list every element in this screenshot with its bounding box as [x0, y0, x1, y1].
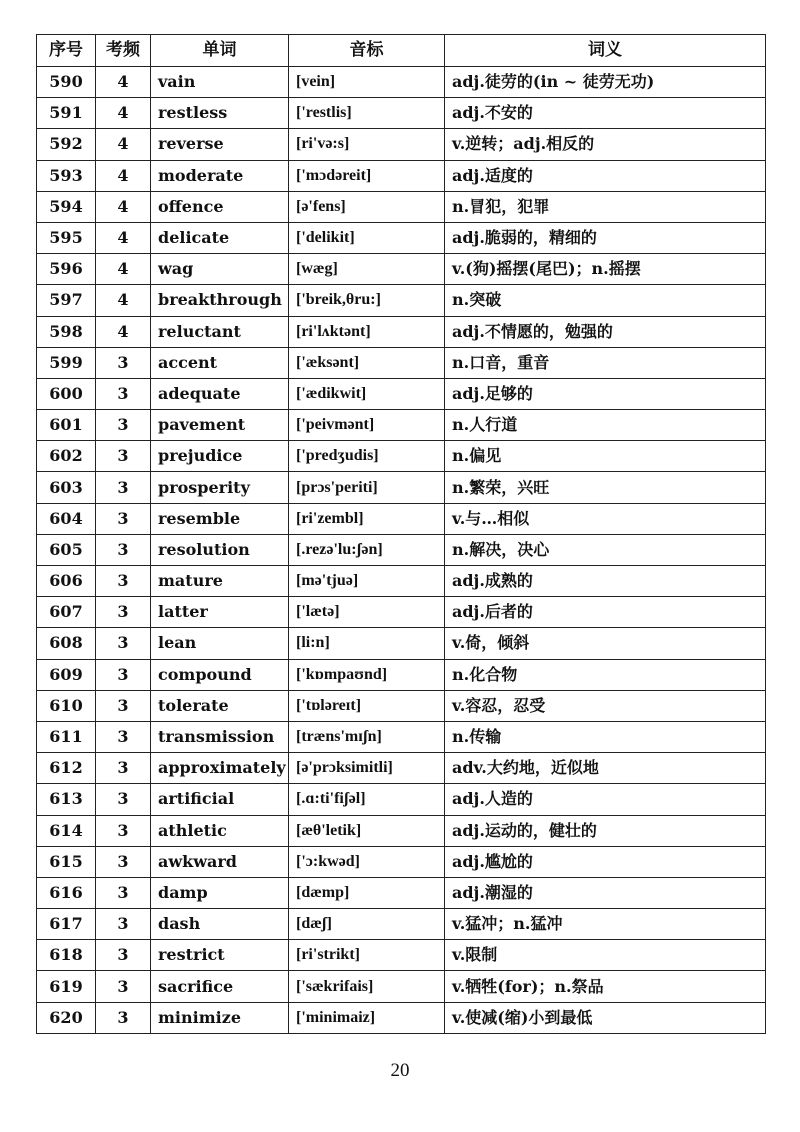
row-frequency: 3 — [96, 971, 151, 1002]
row-frequency: 3 — [96, 721, 151, 752]
row-number: 605 — [37, 534, 96, 565]
row-number: 602 — [37, 441, 96, 472]
table-row — [37, 753, 766, 784]
table-row — [37, 410, 766, 441]
row-frequency: 3 — [96, 909, 151, 940]
row-frequency: 4 — [96, 285, 151, 316]
row-phonetic: [træns'mɪʃn] — [289, 721, 445, 752]
table-row — [37, 98, 766, 129]
row-phonetic: ['predʒudis] — [289, 441, 445, 472]
row-word: lean — [151, 628, 289, 659]
row-word: restless — [151, 98, 289, 129]
table-row — [37, 628, 766, 659]
table-row — [37, 1002, 766, 1033]
row-phonetic: [.ɑ:ti'fiʃəl] — [289, 784, 445, 815]
row-meaning: adj.尴尬的 — [445, 846, 766, 877]
table-row — [37, 721, 766, 752]
row-phonetic: [li:n] — [289, 628, 445, 659]
row-word: tolerate — [151, 690, 289, 721]
row-frequency: 3 — [96, 378, 151, 409]
row-meaning: adj.人造的 — [445, 784, 766, 815]
table-row — [37, 503, 766, 534]
table-row — [37, 472, 766, 503]
row-word: dash — [151, 909, 289, 940]
row-frequency: 3 — [96, 940, 151, 971]
row-word: resolution — [151, 534, 289, 565]
table-row — [37, 534, 766, 565]
row-frequency: 3 — [96, 534, 151, 565]
row-word: compound — [151, 659, 289, 690]
row-meaning: v.倚，倾斜 — [445, 628, 766, 659]
row-meaning: v.猛冲；n.猛冲 — [445, 909, 766, 940]
row-frequency: 4 — [96, 316, 151, 347]
row-phonetic: ['minimaiz] — [289, 1002, 445, 1033]
row-frequency: 3 — [96, 1002, 151, 1033]
row-frequency: 3 — [96, 441, 151, 472]
row-meaning: adj.徒劳的(in ~ 徒劳无功) — [445, 67, 766, 98]
row-word: approximately — [151, 753, 289, 784]
row-meaning: n.解决，决心 — [445, 534, 766, 565]
table-row — [37, 784, 766, 815]
header-phonetic: 音标 — [289, 35, 445, 67]
row-phonetic: ['peivmənt] — [289, 410, 445, 441]
table-row — [37, 67, 766, 98]
row-phonetic: ['ɔ:kwəd] — [289, 846, 445, 877]
table-body — [37, 67, 766, 1034]
row-meaning: v.容忍，忍受 — [445, 690, 766, 721]
row-phonetic: [ri'lʌktənt] — [289, 316, 445, 347]
table-row — [37, 160, 766, 191]
row-phonetic: [dæmp] — [289, 877, 445, 908]
row-phonetic: [ri'və:s] — [289, 129, 445, 160]
row-phonetic: [vein] — [289, 67, 445, 98]
page-number: 20 — [390, 1060, 410, 1081]
header-meaning: 词义 — [445, 35, 766, 67]
row-word: reverse — [151, 129, 289, 160]
table-row — [37, 815, 766, 846]
row-word: restrict — [151, 940, 289, 971]
row-phonetic: [ə'fens] — [289, 191, 445, 222]
row-word: moderate — [151, 160, 289, 191]
row-number: 594 — [37, 191, 96, 222]
row-frequency: 3 — [96, 410, 151, 441]
row-meaning: n.冒犯，犯罪 — [445, 191, 766, 222]
row-number: 600 — [37, 378, 96, 409]
row-number: 590 — [37, 67, 96, 98]
row-meaning: n.偏见 — [445, 441, 766, 472]
row-word: damp — [151, 877, 289, 908]
row-phonetic: [dæʃ] — [289, 909, 445, 940]
table-row — [37, 877, 766, 908]
row-frequency: 3 — [96, 347, 151, 378]
row-phonetic: [prɔs'periti] — [289, 472, 445, 503]
table-row — [37, 191, 766, 222]
row-meaning: v.牺牲(for)；n.祭品 — [445, 971, 766, 1002]
row-number: 617 — [37, 909, 96, 940]
row-meaning: adj.运动的，健壮的 — [445, 815, 766, 846]
header-frequency: 考频 — [96, 35, 151, 67]
row-phonetic: ['tɒləreɪt] — [289, 690, 445, 721]
table-row — [37, 254, 766, 285]
row-meaning: adj.成熟的 — [445, 566, 766, 597]
row-word: latter — [151, 597, 289, 628]
row-meaning: adj.足够的 — [445, 378, 766, 409]
row-frequency: 3 — [96, 628, 151, 659]
row-number: 614 — [37, 815, 96, 846]
row-word: resemble — [151, 503, 289, 534]
row-frequency: 4 — [96, 222, 151, 253]
row-frequency: 3 — [96, 472, 151, 503]
row-number: 616 — [37, 877, 96, 908]
table-row — [37, 659, 766, 690]
row-number: 591 — [37, 98, 96, 129]
row-word: athletic — [151, 815, 289, 846]
row-meaning: adj.脆弱的，精细的 — [445, 222, 766, 253]
row-word: sacrifice — [151, 971, 289, 1002]
row-number: 604 — [37, 503, 96, 534]
row-meaning: adj.不安的 — [445, 98, 766, 129]
table-row — [37, 846, 766, 877]
row-meaning: v.逆转；adj.相反的 — [445, 129, 766, 160]
row-number: 610 — [37, 690, 96, 721]
row-word: delicate — [151, 222, 289, 253]
table-row — [37, 129, 766, 160]
row-phonetic: [æθ'letik] — [289, 815, 445, 846]
row-phonetic: ['lætə] — [289, 597, 445, 628]
table-row — [37, 347, 766, 378]
row-number: 599 — [37, 347, 96, 378]
row-frequency: 3 — [96, 815, 151, 846]
table-row — [37, 316, 766, 347]
row-meaning: adj.不情愿的，勉强的 — [445, 316, 766, 347]
row-number: 595 — [37, 222, 96, 253]
row-meaning: n.繁荣，兴旺 — [445, 472, 766, 503]
row-meaning: n.化合物 — [445, 659, 766, 690]
row-phonetic: [mə'tjuə] — [289, 566, 445, 597]
row-word: prejudice — [151, 441, 289, 472]
row-frequency: 3 — [96, 566, 151, 597]
row-frequency: 3 — [96, 659, 151, 690]
row-meaning: n.人行道 — [445, 410, 766, 441]
row-number: 608 — [37, 628, 96, 659]
row-number: 593 — [37, 160, 96, 191]
row-phonetic: ['æksənt] — [289, 347, 445, 378]
row-phonetic: ['breik,θru:] — [289, 285, 445, 316]
row-phonetic: [.rezə'lu:ʃən] — [289, 534, 445, 565]
row-frequency: 3 — [96, 690, 151, 721]
row-meaning: n.传输 — [445, 721, 766, 752]
table-row — [37, 222, 766, 253]
row-phonetic: ['delikit] — [289, 222, 445, 253]
row-frequency: 3 — [96, 846, 151, 877]
row-word: transmission — [151, 721, 289, 752]
row-frequency: 3 — [96, 877, 151, 908]
row-phonetic: ['kɒmpaʊnd] — [289, 659, 445, 690]
row-meaning: v.限制 — [445, 940, 766, 971]
row-frequency: 3 — [96, 753, 151, 784]
table-row — [37, 940, 766, 971]
row-number: 609 — [37, 659, 96, 690]
row-phonetic: ['ædikwit] — [289, 378, 445, 409]
table-row — [37, 971, 766, 1002]
table-row — [37, 566, 766, 597]
row-meaning: v.与…相似 — [445, 503, 766, 534]
row-number: 620 — [37, 1002, 96, 1033]
row-word: vain — [151, 67, 289, 98]
row-number: 607 — [37, 597, 96, 628]
row-word: artificial — [151, 784, 289, 815]
row-meaning: v.使减(缩)小到最低 — [445, 1002, 766, 1033]
row-frequency: 4 — [96, 67, 151, 98]
row-word: offence — [151, 191, 289, 222]
header-number: 序号 — [37, 35, 96, 67]
row-phonetic: [ri'strikt] — [289, 940, 445, 971]
row-meaning: n.突破 — [445, 285, 766, 316]
row-phonetic: [ri'zembl] — [289, 503, 445, 534]
row-number: 612 — [37, 753, 96, 784]
row-phonetic: [wæg] — [289, 254, 445, 285]
table-row — [37, 909, 766, 940]
row-frequency: 3 — [96, 784, 151, 815]
row-number: 601 — [37, 410, 96, 441]
table-row — [37, 690, 766, 721]
row-meaning: adv.大约地，近似地 — [445, 753, 766, 784]
row-number: 611 — [37, 721, 96, 752]
row-word: breakthrough — [151, 285, 289, 316]
row-word: accent — [151, 347, 289, 378]
row-frequency: 4 — [96, 191, 151, 222]
row-meaning: v.(狗)摇摆(尾巴)；n.摇摆 — [445, 254, 766, 285]
row-word: adequate — [151, 378, 289, 409]
row-number: 613 — [37, 784, 96, 815]
row-word: wag — [151, 254, 289, 285]
header-word: 单词 — [151, 35, 289, 67]
row-word: minimize — [151, 1002, 289, 1033]
row-word: mature — [151, 566, 289, 597]
row-word: prosperity — [151, 472, 289, 503]
row-phonetic: [ə'prɔksimitli] — [289, 753, 445, 784]
row-meaning: adj.适度的 — [445, 160, 766, 191]
table-header-row — [37, 35, 766, 67]
table-row — [37, 597, 766, 628]
table-row — [37, 285, 766, 316]
row-phonetic: ['sækrifais] — [289, 971, 445, 1002]
row-phonetic: ['restlis] — [289, 98, 445, 129]
table-row — [37, 441, 766, 472]
row-frequency: 4 — [96, 254, 151, 285]
row-number: 598 — [37, 316, 96, 347]
vocabulary-table — [36, 34, 766, 1034]
row-phonetic: ['mɔdəreit] — [289, 160, 445, 191]
row-frequency: 4 — [96, 160, 151, 191]
row-frequency: 4 — [96, 98, 151, 129]
row-frequency: 3 — [96, 503, 151, 534]
row-word: reluctant — [151, 316, 289, 347]
row-number: 592 — [37, 129, 96, 160]
row-word: awkward — [151, 846, 289, 877]
table-row — [37, 378, 766, 409]
row-frequency: 3 — [96, 597, 151, 628]
row-meaning: n.口音，重音 — [445, 347, 766, 378]
row-frequency: 4 — [96, 129, 151, 160]
row-meaning: adj.潮湿的 — [445, 877, 766, 908]
row-number: 597 — [37, 285, 96, 316]
row-number: 606 — [37, 566, 96, 597]
row-number: 619 — [37, 971, 96, 1002]
row-word: pavement — [151, 410, 289, 441]
row-number: 603 — [37, 472, 96, 503]
row-number: 618 — [37, 940, 96, 971]
row-number: 615 — [37, 846, 96, 877]
row-number: 596 — [37, 254, 96, 285]
row-meaning: adj.后者的 — [445, 597, 766, 628]
